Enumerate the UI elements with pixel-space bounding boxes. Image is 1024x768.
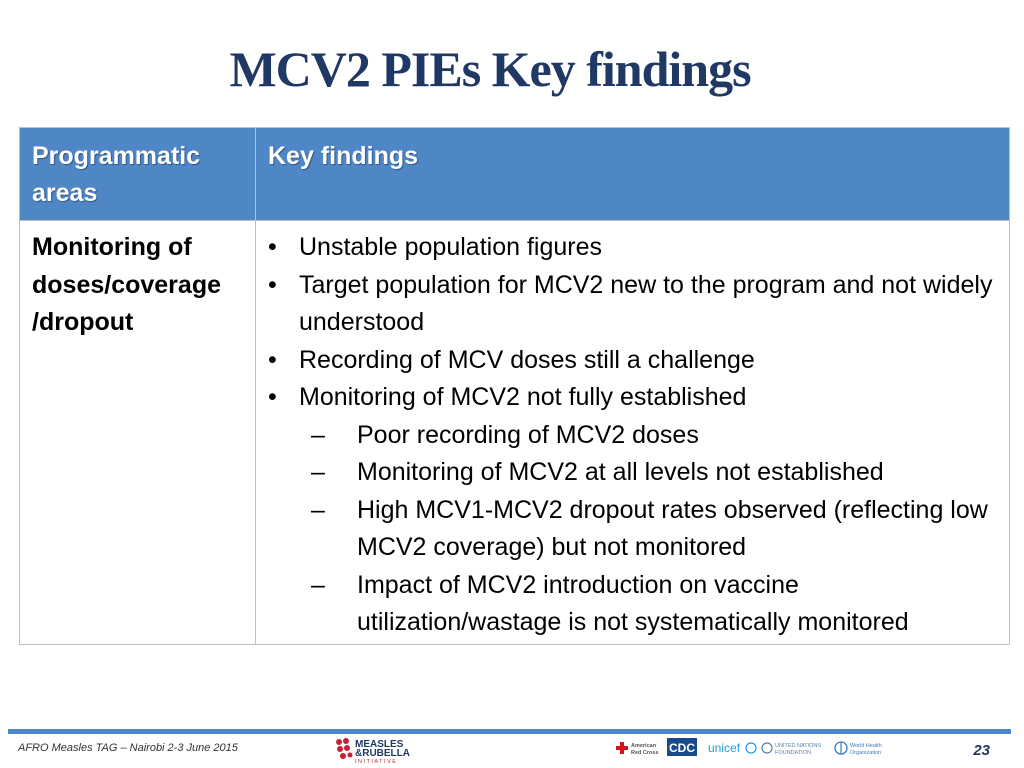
- footer-event-text: AFRO Measles TAG – Nairobi 2-3 June 2015: [18, 742, 238, 754]
- sub-finding-item: – Monitoring of MCV2 at all levels not established: [299, 454, 999, 492]
- findings-table: [19, 127, 1010, 645]
- header-programmatic-areas: Programmatic areas: [20, 128, 256, 221]
- sub-finding-item: – Impact of MCV2 introduction on vaccine utilization/wastage is not systematically monitored: [299, 567, 999, 642]
- finding-item-monitoring: [268, 379, 999, 642]
- svg-text:UNITED NATIONS: UNITED NATIONS: [775, 743, 822, 749]
- svg-text:American: American: [631, 743, 657, 749]
- unicef-logo: [708, 741, 756, 755]
- finding-item-text: Monitoring of MCV2 not fully established: [299, 383, 747, 411]
- header-key-findings: Key findings: [256, 128, 1010, 221]
- un-foundation-logo: [762, 743, 821, 756]
- page-number: 23: [973, 742, 990, 759]
- finding-item: • Unstable population figures: [268, 229, 999, 267]
- svg-text:Red Cross: Red Cross: [631, 750, 659, 756]
- finding-item: • Target population for MCV2 new to the program and not widely understood: [268, 267, 999, 342]
- svg-text:World Health: World Health: [850, 743, 882, 749]
- who-logo: [835, 742, 882, 756]
- findings-list: [268, 229, 999, 642]
- globe-icon: [746, 743, 756, 753]
- table-header-row: [20, 128, 1010, 221]
- partner-logos: [612, 737, 892, 761]
- mri-line1: MEASLES: [355, 739, 404, 750]
- mri-line2: &RUBELLA: [355, 748, 410, 759]
- footer-rule: [8, 729, 1011, 734]
- slide-title: MCV2 PIEs Key findings: [229, 41, 751, 97]
- sub-finding-item: – High MCV1-MCV2 dropout rates observed (reflecting low MCV2 coverage) but not monitored: [299, 492, 999, 567]
- programmatic-area-cell: Monitoring of doses/coverage /dropout: [20, 221, 256, 645]
- measles-rubella-initiative-logo: [334, 737, 414, 765]
- american-red-cross-logo: [616, 742, 659, 756]
- sub-finding-item: – Poor recording of MCV2 doses: [299, 417, 999, 455]
- un-globe-icon: [762, 743, 772, 753]
- svg-text:CDC: CDC: [669, 741, 695, 755]
- svg-text:Organization: Organization: [850, 750, 882, 756]
- mri-mark-icon: [336, 738, 353, 759]
- finding-item: • Recording of MCV doses still a challenge: [268, 342, 999, 380]
- cdc-logo: [667, 738, 697, 756]
- table-row: [20, 221, 1010, 645]
- svg-text:FOUNDATION: FOUNDATION: [775, 750, 811, 756]
- key-findings-cell: [256, 221, 1010, 645]
- sub-findings-list: [299, 417, 999, 642]
- svg-text:unicef: unicef: [708, 741, 741, 755]
- mri-line3: INITIATIVE: [355, 759, 398, 765]
